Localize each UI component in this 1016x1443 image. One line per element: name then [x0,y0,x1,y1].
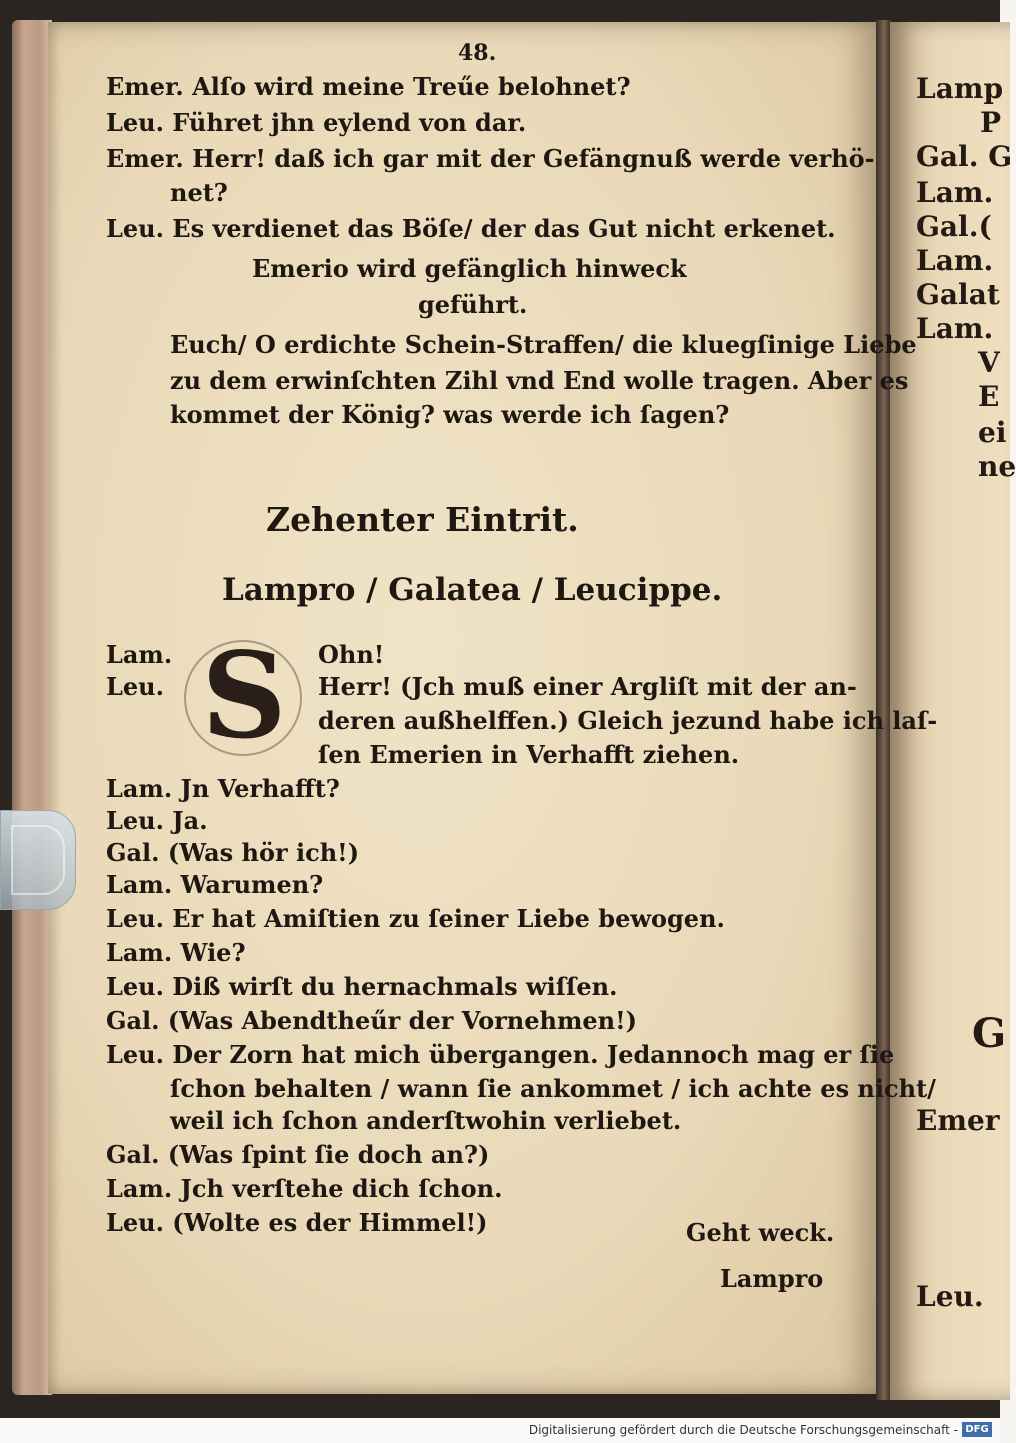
book-edge [12,20,52,1395]
exit-direction: Geht weck. [686,1218,835,1247]
footer [0,1418,1000,1443]
monologue-line: zu dem erwinſchten Zihl vnd End wolle tragen. Aber es [170,366,909,395]
funding-notice: Digitalisierung gefördert durch die Deutsche Forschungsgemeinschaft - [528,1423,958,1437]
right-page-fragment: Lam. [916,244,994,277]
text-line: Emer. Alſo wird meine Treűe belohnet? [106,72,631,101]
monologue-line: kommet der König? was werde ich ſagen? [170,400,730,429]
text-line: Leu. Führet jhn eylend von dar. [106,108,527,137]
text-line: net? [170,178,228,207]
right-page-fragment: Lamp [916,72,1004,105]
dialogue-line: Leu. Ja. [106,806,208,835]
right-page-fragment: Lam. [916,312,994,345]
right-page-fragment: Galat [916,278,1000,311]
right-page-fragment: ei [978,416,1007,449]
dialogue-line: Gal. (Was ſpint ſie doch an?) [106,1140,490,1169]
right-page-fragment: G [972,1010,1007,1057]
dialogue-line: Lam. Warumen? [106,870,324,899]
dialogue-line: Leu. Diß wirſt du hernachmals wiſſen. [106,972,618,1001]
dialogue-line: Gal. (Was hör ich!) [106,838,360,867]
text-line: Emer. Herr! daß ich gar mit der Gefängnuß werde verhö- [106,144,875,173]
catchword: Lampro [720,1264,824,1293]
dialogue-line: ſchon behalten / wann ſie ankommet / ich achte es nicht/ [170,1074,936,1103]
speaker-label: Leu. [106,672,164,701]
dialogue-line: weil ich ſchon anderſtwohin verliebet. [170,1106,682,1135]
text-line: Leu. Es verdienet das Böſe/ der das Gut nicht erkenet. [106,214,836,243]
dialogue-line: Lam. Jn Verhafft? [106,774,340,803]
decorated-initial: S [184,636,304,756]
right-page-fragment: Lam. [916,176,994,209]
text-line: Herr! (Jch muß einer Argliſt mit der an- [318,672,857,701]
right-page-fragment: Gal. G [916,140,1013,173]
right-page-fragment: Gal.( [916,210,992,243]
right-page-fragment: P [980,106,1002,139]
right-page-fragment: E [978,380,1000,413]
dialogue-line: Lam. Jch verſtehe dich ſchon. [106,1174,503,1203]
page-clip [0,810,76,910]
speaker-label: Lam. [106,640,173,669]
text-line: Ohn! [318,640,385,669]
dialogue-line: Leu. (Wolte es der Himmel!) [106,1208,488,1237]
right-page-fragment: Leu. [916,1280,984,1313]
text-line: deren außhelffen.) Gleich jezund habe ich laſ- [318,706,938,735]
right-page-fragment: ne [978,450,1016,483]
monologue-line: Euch/ O erdichte Schein-Straffen/ die kluegſinige Liebe [170,330,917,359]
stage-direction: Emerio wird gefänglich hinweck [252,254,687,283]
dialogue-line: Leu. Er hat Amiſtien zu ſeiner Liebe bewogen. [106,904,725,933]
dialogue-line: Gal. (Was Abendtheűr der Vornehmen!) [106,1006,637,1035]
stage-direction: geführt. [418,290,528,319]
cast-list: Lampro / Galatea / Leucippe. [222,572,723,608]
dialogue-line: Lam. Wie? [106,938,246,967]
right-page-fragment: V [978,346,1000,379]
text-line: ſen Emerien in Verhafft ziehen. [318,740,740,769]
right-page-fragment: Emer [916,1104,1000,1137]
scene-title: Zehenter Eintrit. [266,500,579,539]
dialogue-line: Leu. Der Zorn hat mich übergangen. Jedannoch mag er ſie [106,1040,895,1069]
dfg-logo: DFG [962,1422,992,1437]
page-number: 48. [458,40,497,66]
